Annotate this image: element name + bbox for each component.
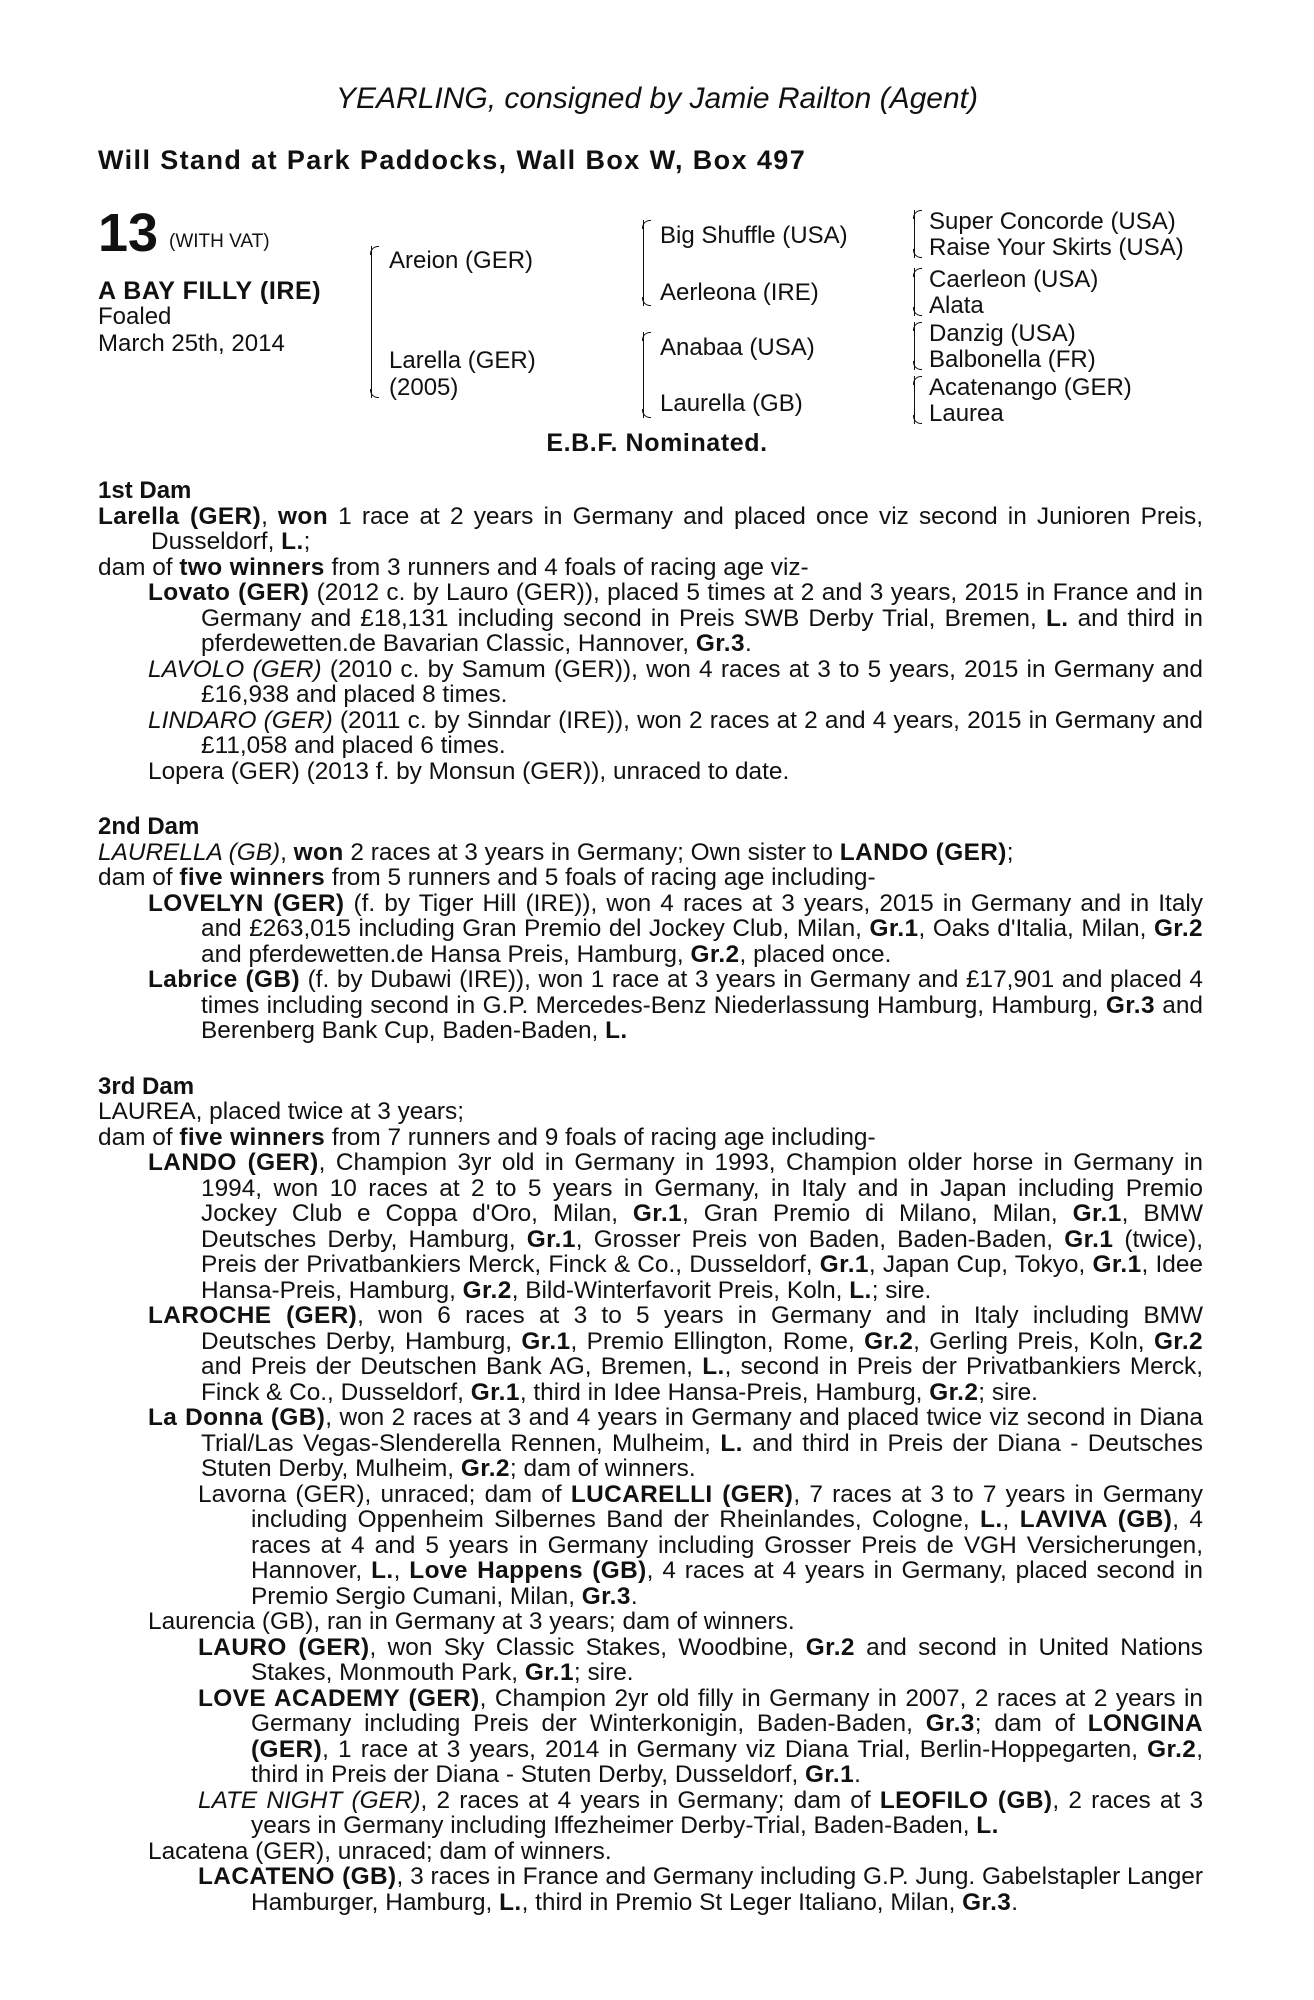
- foaled-info: [98, 303, 285, 357]
- third-dam-dam-of: dam of five winners from 7 runners and 9 foals of racing age including-: [98, 1123, 876, 1151]
- bracket-g4: [914, 376, 915, 424]
- ped-g3: Caerleon (USA): [929, 266, 1099, 293]
- first-dam-entry: LAVOLO (GER) (2010 c. by Samum (GER)), won 4 races at 3 to 5 years, 2015 in Germany and £16,938 and placed 8 times.: [148, 655, 1203, 708]
- bracket-g1: [914, 210, 915, 258]
- third-dam-entry: LATE NIGHT (GER), 2 races at 4 years in Germany; dam of LEOFILO (GB), 2 races at 3 years in Germany including Iffezheimer Derby-Trial, Baden-Baden, L.: [198, 1786, 1204, 1839]
- first-dam-dam-of: dam of two winners from 3 runners and 4 foals of racing age viz-: [98, 553, 809, 581]
- bracket-sire-line: [643, 220, 644, 306]
- third-dam-entry: Lavorna (GER), unraced; dam of LUCARELLI (GER), 7 races at 3 to 7 years in Germany including Oppenheim Silbernes Band der Rheinlandes, Cologne, L., LAVIVA (GB), 4 races at 4 and 5 years in Germany including Grosser Preis de VGH Versicherungen, Hannover, L., Love Happens (GB), 4 races at 4 years in Germany, placed second in Premio Sergio Cumani, Milan, Gr.3.: [198, 1480, 1203, 1610]
- third-dam-entry: LANDO (GER), Champion 3yr old in Germany in 1993, Champion older horse in Germany in 1994, won 10 races at 2 to 5 years in Germany, in Italy and in Japan including Premio Jockey Club e Coppa d'Oro, Milan, Gr.1, Gran Premio di Milano, Milan, Gr.1, BMW Deutsches Derby, Hamburg, Gr.1, Grosser Preis von Baden, Baden-Baden, Gr.1 (twice), Preis der Privatbankiers Merck, Finck & Co., Dusseldorf, Gr.1, Japan Cup, Tokyo, Gr.1, Idee Hansa-Preis, Hamburg, Gr.2, Bild-Winterfavorit Preis, Koln, L.; sire.: [148, 1149, 1204, 1304]
- third-dam-entry: Laurencia (GB), ran in Germany at 3 years; dam of winners.: [148, 1608, 795, 1635]
- third-dam-entry: Lacatena (GER), unraced; dam of winners.: [148, 1837, 612, 1865]
- ped-sire: Areion (GER): [389, 247, 534, 274]
- ped-g8: Laurea: [929, 400, 1004, 427]
- ebf-nomination: E.B.F. Nominated.: [546, 429, 768, 457]
- ped-dam-year: (2005): [389, 374, 459, 401]
- ped-dam-dam: Laurella (GB): [660, 390, 803, 417]
- second-dam-heading: 2nd Dam: [98, 813, 200, 840]
- ped-g7: Acatenango (GER): [929, 374, 1132, 401]
- first-dam-entry: LINDARO (GER) (2011 c. by Sinndar (IRE)), won 2 races at 2 and 4 years, 2015 in Germany and £11,058 and placed 6 times.: [148, 706, 1203, 759]
- catalogue-title: YEARLING, consigned by Jamie Railton (Agent): [336, 82, 978, 115]
- third-dam-entry: LAROCHE (GER), won 6 races at 3 to 5 years in Germany and in Italy including BMW Deutsches Derby, Hamburg, Gr.1, Premio Ellington, Rome, Gr.2, Gerling Preis, Koln, Gr.2 and Preis der Deutschen Bank AG, Bremen, L., second in Preis der Privatbankiers Merck, Finck & Co., Dusseldorf, Gr.1, third in Idee Hansa-Preis, Hamburg, Gr.2; sire.: [148, 1302, 1203, 1406]
- first-dam-entry: Lopera (GER) (2013 f. by Monsun (GER)), unraced to date.: [148, 757, 790, 785]
- ped-sire-sire: Big Shuffle (USA): [660, 222, 848, 249]
- lot-number: 13: [98, 203, 159, 263]
- foaled-label: Foaled: [98, 303, 172, 330]
- vat-note: (WITH VAT): [169, 231, 270, 252]
- produce-record: [98, 478, 1203, 1915]
- first-dam-intro: Larella (GER), won 1 race at 2 years in Germany and placed once viz second in Junioren Preis, Dusseldorf, L.;: [98, 502, 1203, 555]
- second-dam-entry: Labrice (GB) (f. by Dubawi (IRE)), won 1 race at 3 years in Germany and £17,901 and placed 4 times including second in G.P. Mercedes-Benz Niederlassung Hamburg, Hamburg, Gr.3 and Berenberg Bank Cup, Baden-Baden, L.: [148, 966, 1203, 1044]
- ped-g4: Alata: [929, 292, 984, 319]
- bracket-parents: [371, 246, 372, 398]
- third-dam-entry: LACATENO (GB), 3 races in France and Germany including G.P. Jung. Gabelstapler Langer Hamburger, Hamburg, L., third in Premio St Leger Italiano, Milan, Gr.3.: [198, 1863, 1203, 1916]
- ped-g6: Balbonella (FR): [929, 346, 1096, 373]
- first-dam-heading: 1st Dam: [98, 477, 192, 504]
- ped-g1: Super Concorde (USA): [929, 208, 1176, 235]
- third-dam-entry: La Donna (GB), won 2 races at 3 and 4 years in Germany and placed twice viz second in Diana Trial/Las Vegas-Slenderella Rennen, Mulheim, L. and third in Preis der Diana - Deutsches Stuten Derby, Mulheim, Gr.2; dam of winners.: [148, 1404, 1203, 1482]
- first-dam-entry: Lovato (GER) (2012 c. by Lauro (GER)), placed 5 times at 2 and 3 years, 2015 in France and in Germany and £18,131 including second in Preis SWB Derby Trial, Bremen, L. and third in pferdewetten.de Bavarian Classic, Hannover, Gr.3.: [148, 579, 1203, 657]
- stand-location: Will Stand at Park Paddocks, Wall Box W, Box 497: [98, 145, 807, 175]
- third-dam-intro: LAUREA, placed twice at 3 years;: [98, 1098, 465, 1125]
- ped-dam-sire: Anabaa (USA): [660, 334, 815, 361]
- ped-g2: Raise Your Skirts (USA): [929, 234, 1184, 261]
- second-dam-intro: LAURELLA (GB), won 2 races at 3 years in Germany; Own sister to LANDO (GER);: [98, 838, 1014, 866]
- third-dam-entry: LOVE ACADEMY (GER), Champion 2yr old filly in Germany in 2007, 2 races at 2 years in Germany including Preis der Winterkonigin, Baden-Baden, Gr.3; dam of LONGINA (GER), 1 race at 3 years, 2014 in Germany viz Diana Trial, Berlin-Hoppegarten, Gr.2, third in Preis der Diana - Stuten Derby, Dusseldorf, Gr.1.: [198, 1684, 1203, 1788]
- third-dam-heading: 3rd Dam: [98, 1072, 195, 1100]
- bracket-dam-line: [643, 332, 644, 418]
- bracket-g3: [914, 322, 915, 370]
- horse-description: A BAY FILLY (IRE): [98, 277, 322, 305]
- second-dam-entry: LOVELYN (GER) (f. by Tiger Hill (IRE)), won 4 races at 3 years, 2015 in Germany and in Italy and £263,015 including Gran Premio del Jockey Club, Milan, Gr.1, Oaks d'Italia, Milan, Gr.2 and pferdewetten.de Hansa Preis, Hamburg, Gr.2, placed once.: [148, 889, 1203, 968]
- ped-g5: Danzig (USA): [929, 320, 1076, 347]
- third-dam-entry: LAURO (GER), won Sky Classic Stakes, Woodbine, Gr.2 and second in United Nations Stakes, Monmouth Park, Gr.1; sire.: [198, 1633, 1203, 1686]
- ped-sire-dam: Aerleona (IRE): [660, 279, 819, 306]
- bracket-g2: [914, 268, 915, 316]
- second-dam-dam-of: dam of five winners from 5 runners and 5 foals of racing age including-: [98, 864, 876, 891]
- foaled-date: March 25th, 2014: [98, 330, 285, 357]
- ped-dam: Larella (GER): [389, 347, 536, 374]
- third-dam-entries: [98, 1150, 1203, 1915]
